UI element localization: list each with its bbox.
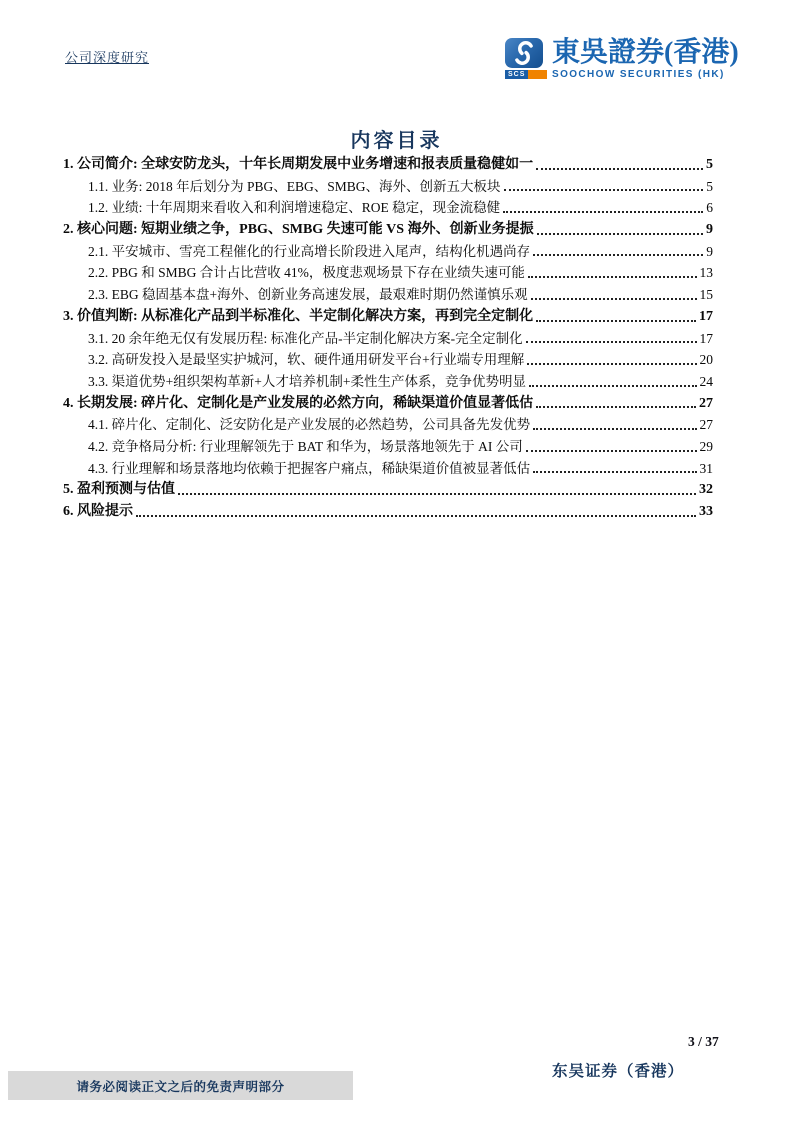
- toc-item-label: 5. 盈利预测与估值: [63, 482, 175, 498]
- toc-dot-leader: [526, 450, 697, 452]
- toc-item-page: 33: [699, 504, 713, 519]
- toc-item[interactable]: [63, 218, 713, 240]
- toc-item-page: 32: [699, 482, 713, 498]
- toc-item[interactable]: [63, 327, 713, 349]
- toc-dot-leader: [527, 363, 696, 365]
- chain-s-icon: [505, 38, 543, 68]
- toc-item-label: 6. 风险提示: [63, 504, 133, 519]
- toc-item-page: 5: [706, 178, 713, 194]
- toc-item-page: 6: [706, 200, 713, 216]
- toc-item-label: 3.3. 渠道优势+组织架构革新+人才培养机制+柔性生产体系，竞争优势明显: [88, 373, 526, 389]
- logo-text-block: [552, 38, 739, 80]
- toc-title: 内容目录: [350, 130, 443, 152]
- toc-item-label: 3.2. 高研发投入是最坚实护城河，软、硬件通用研发平台+行业端专用理解: [88, 352, 525, 368]
- toc-dot-leader: [136, 515, 696, 517]
- toc-item-label: 3.1. 20 余年绝无仅有发展历程: 标准化产品-半定制化解决方案-完全定制化: [88, 330, 523, 346]
- toc-dot-leader: [503, 211, 703, 213]
- disclaimer-bar: [8, 1071, 353, 1100]
- toc-item-label: 2.2. PBG 和 SMBG 合计占比营收 41%，极度悲观场景下存在业绩失速可能: [88, 265, 525, 281]
- disclaimer-text: 请务必阅读正文之后的免责声明部分: [76, 1079, 285, 1094]
- toc-item-label: 1.1. 业务: 2018 年后划分为 PBG、EBG、SMBG、海外、创新五大板块: [88, 178, 501, 194]
- toc-item-label: 4. 长期发展: 碎片化、定制化是产业发展的必然方向，稀缺渠道价值显著低估: [63, 395, 534, 411]
- soochow-logo: [505, 38, 739, 80]
- toc-item-page: 17: [699, 308, 713, 324]
- toc-item-page: 29: [699, 438, 713, 454]
- toc-item[interactable]: [63, 435, 713, 457]
- toc-item[interactable]: [63, 457, 713, 479]
- report-category-label: 公司深度研究: [65, 50, 150, 65]
- toc-dot-leader: [536, 168, 703, 170]
- toc-dot-leader: [533, 428, 696, 430]
- toc-item-page: 20: [699, 352, 713, 368]
- toc-item[interactable]: [63, 175, 713, 197]
- page-number-indicator: 3 / 37: [688, 1034, 719, 1049]
- footer-brand: 东吴证券（香港）: [552, 1063, 685, 1080]
- toc-item-label: 1.2. 业绩: 十年周期来看收入和利润增速稳定、ROE 稳定，现金流稳健: [88, 200, 501, 216]
- toc-item-label: 2.1. 平安城市、雪亮工程催化的行业高增长阶段进入尾声，结构化机遇尚存: [88, 243, 531, 259]
- toc-dot-leader: [533, 471, 696, 473]
- logo-brand-cn: 東吳證券(香港): [552, 37, 739, 68]
- toc-item-page: 15: [699, 287, 713, 303]
- toc-item-label: 1. 公司简介: 全球安防龙头，十年长周期发展中业务增速和报表质量稳健如一: [63, 157, 534, 172]
- toc-dot-leader: [536, 320, 696, 322]
- toc-item-page: 9: [706, 243, 713, 259]
- toc-item[interactable]: [63, 153, 713, 175]
- toc-item[interactable]: [63, 413, 713, 435]
- toc-dot-leader: [528, 276, 697, 278]
- toc-item-page: 5: [706, 157, 713, 172]
- toc-item-page: 9: [706, 222, 713, 238]
- toc-item[interactable]: [63, 370, 713, 392]
- logo-scs-strip: [505, 70, 547, 79]
- toc-dot-leader: [529, 385, 697, 387]
- toc-item[interactable]: [63, 305, 713, 327]
- toc-dot-leader: [531, 298, 697, 300]
- toc-list: [63, 153, 713, 522]
- toc-item[interactable]: [63, 478, 713, 500]
- toc-dot-leader: [526, 341, 697, 343]
- logo-orange-bar: [528, 70, 547, 79]
- toc-item[interactable]: [63, 240, 713, 262]
- toc-item-page: 27: [699, 395, 713, 411]
- toc-item-label: 4.2. 竞争格局分析: 行业理解领先于 BAT 和华为，场景落地领先于 AI 公司: [88, 438, 523, 454]
- toc-item[interactable]: [63, 196, 713, 218]
- logo-scs-text: SCS: [505, 70, 528, 79]
- toc-item-page: 24: [699, 373, 713, 389]
- toc-dot-leader: [536, 406, 696, 408]
- toc-item[interactable]: [63, 348, 713, 370]
- toc-item-label: 2. 核心问题: 短期业绩之争，PBG、SMBG 失速可能 VS 海外、创新业务提振: [63, 222, 534, 238]
- toc-item-label: 2.3. EBG 稳固基本盘+海外、创新业务高速发展，最艰难时期仍然谨慎乐观: [88, 287, 528, 303]
- toc-item-label: 4.1. 碎片化、定制化、泛安防化是产业发展的必然趋势，公司具备先发优势: [88, 417, 531, 433]
- toc-dot-leader: [533, 254, 703, 256]
- toc-item-page: 31: [699, 460, 713, 476]
- toc-item-page: 27: [699, 417, 713, 433]
- toc-dot-leader: [178, 493, 696, 495]
- toc-item-page: 17: [699, 330, 713, 346]
- toc-item-page: 13: [699, 265, 713, 281]
- toc-item-label: 4.3. 行业理解和场景落地均依赖于把握客户痛点，稀缺渠道价值被显著低估: [88, 460, 531, 476]
- logo-brand-en: SOOCHOW SECURITIES (HK): [552, 69, 725, 81]
- logo-mark: [505, 38, 547, 79]
- toc-dot-leader: [537, 233, 703, 235]
- toc-dot-leader: [504, 189, 704, 191]
- toc-item[interactable]: [63, 283, 713, 305]
- toc-item[interactable]: [63, 261, 713, 283]
- toc-item[interactable]: [63, 500, 713, 522]
- toc-item-label: 3. 价值判断: 从标准化产品到半标准化、半定制化解决方案，再到完全定制化: [63, 308, 534, 324]
- toc-item[interactable]: [63, 392, 713, 414]
